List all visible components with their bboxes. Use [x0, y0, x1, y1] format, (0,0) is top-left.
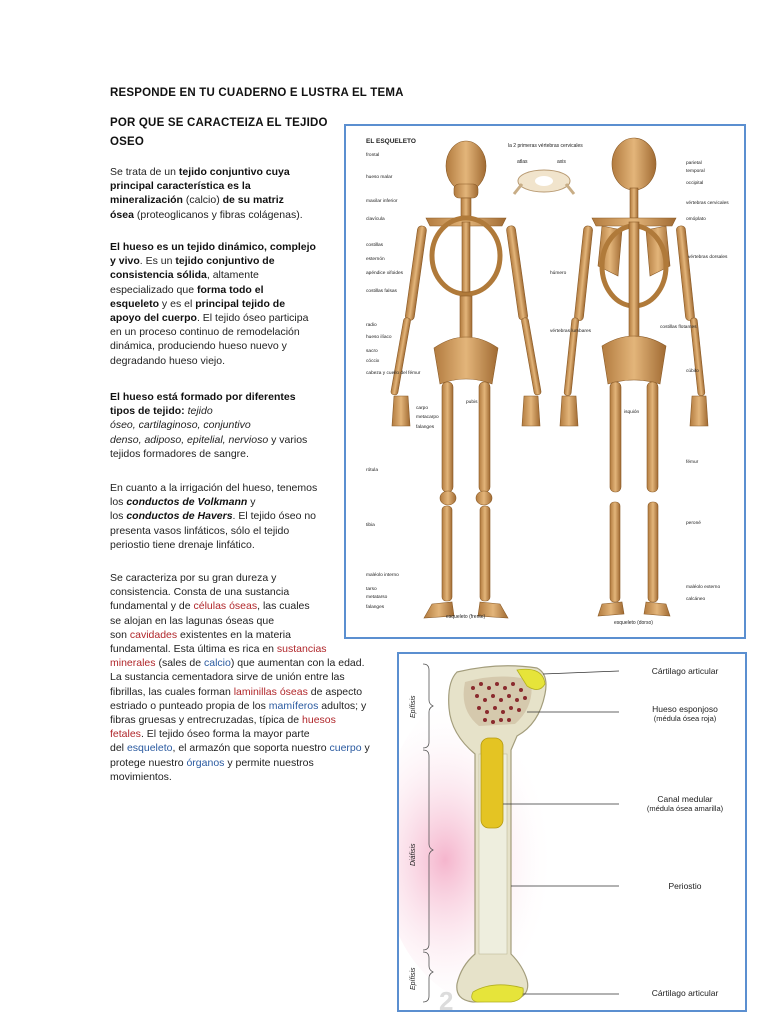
link-cavidades[interactable]: cavidades [129, 628, 178, 641]
long-bone-figure [397, 652, 747, 1012]
svg-text:pubis: pubis [466, 400, 478, 405]
svg-text:metatarso: metatarso [366, 595, 388, 600]
paragraph-definition: Se trata de un tejido conjuntivo cuya principal característica es la mineralización (calcio) de su matriz ósea (proteoglicanos y fibras colágenas). [110, 166, 303, 221]
page-title-line-2: OSEO [110, 136, 145, 148]
svg-text:cóccix: cóccix [366, 359, 380, 364]
svg-text:temporal: temporal [686, 169, 705, 174]
svg-text:costillas falsas: costillas falsas [366, 289, 397, 294]
svg-text:costillas: costillas [366, 243, 384, 248]
svg-text:cabeza y cuello del fémur: cabeza y cuello del fémur [366, 371, 421, 376]
svg-text:isquión: isquión [624, 410, 640, 415]
page-title-line-1: POR QUE SE CARACTEIZA EL TEJIDO [110, 117, 328, 129]
link-celulas-oseas[interactable]: células óseas [193, 600, 258, 613]
svg-text:hueso malar: hueso malar [366, 175, 393, 180]
link-sustancias[interactable]: sustancias [276, 643, 327, 656]
link-laminillas-oseas[interactable]: laminillas óseas [233, 685, 308, 698]
svg-text:occipital: occipital [686, 181, 704, 186]
svg-text:Canal medular: Canal medular [657, 794, 713, 804]
svg-text:carpo: carpo [416, 406, 428, 411]
paragraph-irrigation: En cuanto a la irrigación del hueso, tenemos los conductos de Volkmann y los conductos de Havers. El tejido óseo no presenta vasos linfáticos, sólo el tejido periostio tiene drenaje linfático. [110, 482, 318, 551]
paragraph-tissue-types: El hueso está formado por diferentes tipos de tejido: tejido óseo, cartilaginoso, conjuntivo denso, adiposo, epitelial, nervioso y varios tejidos formadores de sangre. [110, 391, 308, 460]
svg-text:falanges: falanges [366, 605, 385, 610]
svg-text:apéndice xifoides: apéndice xifoides [366, 271, 404, 276]
instruction-heading: RESPONDE EN TU CUADERNO E LUSTRA EL TEMA [110, 87, 404, 99]
svg-text:Cártilago articular: Cártilago articular [651, 988, 719, 998]
link-esqueleto[interactable]: esqueleto [126, 742, 173, 755]
caption-front: esqueleto (frente) [446, 614, 486, 620]
svg-text:rótula: rótula [366, 468, 378, 473]
svg-text:sacro: sacro [366, 349, 378, 354]
front-skeleton [391, 141, 542, 618]
svg-text:vértebras lumbares: vértebras lumbares [550, 329, 592, 334]
svg-text:costillas flotantes: costillas flotantes [660, 325, 697, 330]
svg-text:parietal: parietal [686, 161, 702, 166]
svg-text:vértebras cervicales: vértebras cervicales [686, 201, 729, 206]
watermark-number: 2 [439, 986, 454, 1010]
link-mamiferos[interactable]: mamíferos [268, 699, 319, 712]
svg-text:esternón: esternón [366, 257, 385, 262]
label-atlas: atlas [517, 159, 528, 165]
link-fetales[interactable]: fetales [110, 728, 141, 741]
zone-diafisis: Diáfisis [410, 843, 417, 866]
top-caption: la 2 primeras vértebras cervicales [508, 143, 583, 149]
skeleton-title: EL ESQUELETO [366, 138, 416, 145]
page-title [110, 114, 328, 152]
svg-text:Cártilago articular: Cártilago articular [651, 666, 719, 676]
skeleton-figure [344, 124, 746, 639]
svg-text:tibia: tibia [366, 523, 375, 528]
label-axis: axis [557, 159, 566, 165]
vertebra-detail [514, 170, 574, 194]
svg-text:calcáneo: calcáneo [686, 597, 706, 602]
paragraph-characteristics: Se caracteriza por su gran dureza y consistencia. Consta de una sustancia fundamental y de células óseas, las cuales se alojan en las lagunas óseas que son cavidades existentes en la materia fundamental. Esta última es rica en sustancias minerales (sales de calcio) que aumentan con la edad. La sustancia cementadora sirve de unión entre las fibrillas, las cuales forman laminillas óseas de aspecto estriado o punteado propia de los mamíferos adultos; y fibras gruesas y entrecruzadas, típica de huesos fetales. El tejido óseo forma la mayor parte del esqueleto, el armazón que soporta nuestro cuerpo y protege nuestro órganos y permite nuestros movimientos. [110, 572, 370, 783]
caption-back: esqueleto (dorso) [614, 620, 653, 626]
svg-text:(médula ósea amarilla): (médula ósea amarilla) [646, 804, 724, 813]
svg-text:peroné: peroné [686, 521, 701, 526]
skeleton-illustration [346, 126, 744, 637]
svg-text:omóplato: omóplato [686, 217, 706, 222]
svg-text:hueso ilíaco: hueso ilíaco [366, 335, 392, 340]
link-huesos[interactable]: huesos [302, 714, 336, 727]
svg-text:tarso: tarso [366, 587, 377, 592]
svg-text:cúbito: cúbito [686, 369, 699, 374]
svg-text:maxilar inferior: maxilar inferior [366, 199, 398, 204]
svg-text:Hueso esponjoso: Hueso esponjoso [652, 704, 718, 714]
link-minerales[interactable]: minerales [110, 657, 156, 670]
svg-text:clavícula: clavícula [366, 217, 385, 222]
svg-text:maléolo interno: maléolo interno [366, 573, 399, 578]
link-cuerpo[interactable]: cuerpo [329, 742, 362, 755]
back-skeleton [560, 138, 708, 616]
paragraph-dynamic-tissue: El hueso es un tejido dinámico, complejo y vivo. Es un tejido conjuntivo de consistencia sólida, altamente especializado que forma todo el esqueleto y es el principal tejido de apoyo del cuerpo. El tejido óseo participa en un proceso continuo de remodelación dinámica, produciendo hueso nuevo y degradando hueso viejo. [110, 241, 316, 367]
svg-text:maléolo externo: maléolo externo [686, 585, 721, 590]
svg-text:falanges: falanges [416, 425, 435, 430]
svg-text:fémur: fémur [686, 460, 699, 465]
svg-text:metacarpo: metacarpo [416, 415, 439, 420]
svg-text:radio: radio [366, 323, 377, 328]
long-bone-illustration [399, 654, 745, 1010]
svg-text:húmero: húmero [550, 271, 567, 276]
link-calcio[interactable]: calcio [203, 657, 231, 670]
zone-epifisis-top: Epífisis [410, 695, 417, 718]
svg-text:frontal: frontal [366, 153, 380, 158]
svg-text:Periostio: Periostio [668, 881, 702, 891]
zone-epifisis-bottom: Epífisis [410, 967, 417, 990]
svg-text:(médula ósea roja): (médula ósea roja) [653, 714, 717, 723]
svg-text:vértebras dorsales: vértebras dorsales [688, 255, 728, 260]
link-organos[interactable]: órganos [186, 756, 225, 769]
